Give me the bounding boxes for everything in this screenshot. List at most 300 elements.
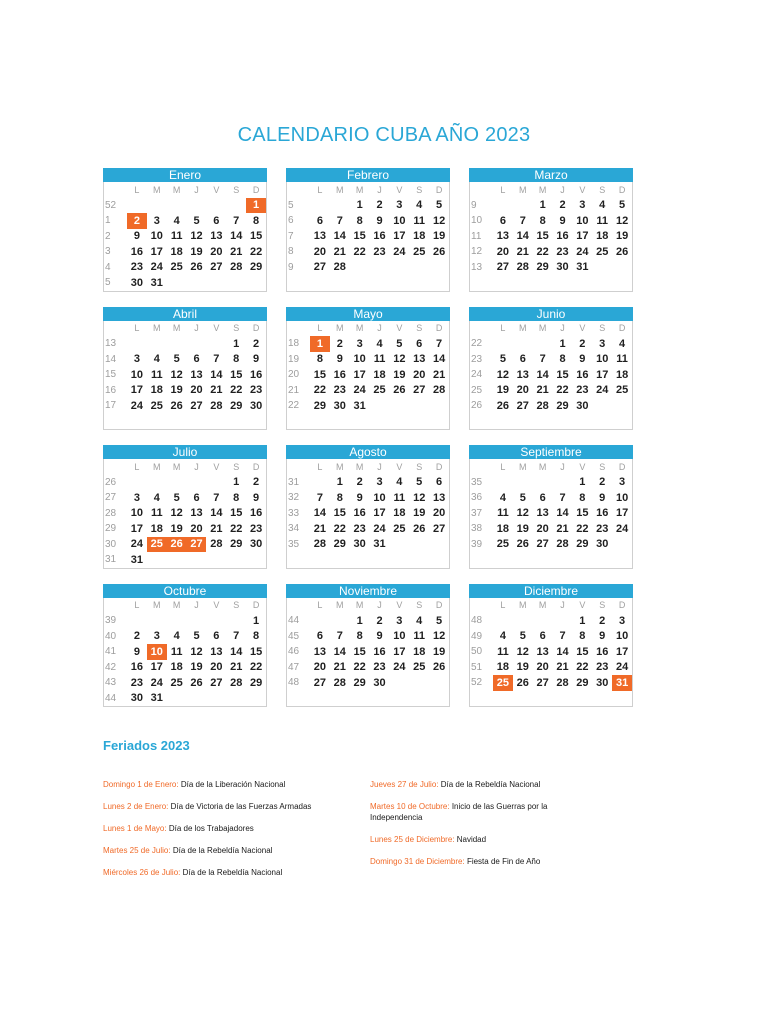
day-cell [246,275,266,291]
day-cell: 24 [393,245,406,258]
day-cell: 14 [210,368,223,381]
week-row [104,229,266,245]
day-cell: 17 [130,384,144,397]
day-cell: 24 [130,399,144,412]
week-number: 49 [471,630,483,642]
weekday-header: J [560,323,565,334]
day-cell: 1 [356,614,363,627]
week-row [470,506,632,522]
day-cell: 15 [556,368,569,381]
week-number: 23 [471,353,483,365]
day-cell: 24 [615,522,629,535]
day-cell [513,691,533,707]
holiday-date: Miércoles 26 de Julio: [103,868,181,877]
day-cell [553,414,573,430]
day-cell [246,552,266,568]
day-cell: 11 [373,353,386,366]
day-cell: 21 [536,384,549,397]
day-cell [612,691,632,707]
day-cell: 19 [190,661,203,674]
day-cell: 14 [210,507,223,520]
day-cell: 17 [393,645,406,658]
day-cell: 23 [353,522,366,535]
week-number: 12 [471,246,483,258]
day-cell: 8 [356,630,363,643]
day-cell [310,275,330,291]
day-cell: 19 [615,230,629,243]
day-cell [147,613,167,629]
weekday-header: L [317,323,323,334]
day-cell: 29 [249,676,263,689]
week-number: 24 [471,369,483,381]
day-cell [127,475,147,491]
day-cell: 22 [353,245,366,258]
week-row [287,552,449,568]
day-cell: 6 [539,630,546,643]
week-row [287,629,449,645]
day-cell: 19 [432,230,446,243]
day-cell [553,691,573,707]
weekday-header: S [233,184,240,195]
weekday-header: M [519,323,527,334]
holiday-description: Día de los Trabajadores [166,824,254,833]
day-cell [592,398,612,414]
week-row [470,398,632,414]
weekday-header: S [416,323,423,334]
day-cell: 9 [253,353,260,366]
day-cell: 2 [133,630,140,643]
week-row [104,506,266,522]
day-cell: 17 [150,661,163,674]
week-number: 27 [105,492,117,504]
day-cell: 13 [210,230,223,243]
day-cell: 6 [416,337,423,350]
day-cell [206,198,226,214]
day-cell: 22 [333,522,346,535]
weekday-header: M [538,184,547,195]
day-cell: 1 [559,337,566,350]
day-cell: 30 [596,538,609,551]
weekday-header: D [435,184,443,195]
day-cell: 15 [249,645,263,658]
day-cell: 23 [249,384,263,397]
week-number: 41 [105,646,117,658]
day-cell [612,260,632,276]
day-cell: 4 [173,214,180,227]
day-cell: 28 [432,384,446,397]
week-number: 46 [288,646,300,658]
weekday-header: J [377,184,382,195]
day-cell: 17 [596,368,609,381]
weekday-header: V [213,600,220,611]
day-cell: 7 [316,491,323,504]
day-cell: 28 [516,261,529,274]
holiday-day-cell: 31 [612,675,632,691]
month-days [286,182,450,292]
weekday-header: M [172,461,181,472]
week-number [287,552,310,568]
weekday-header: J [194,184,199,195]
day-cell: 11 [596,214,609,227]
day-cell: 19 [432,645,446,658]
day-cell [187,475,207,491]
day-cell: 2 [579,337,586,350]
month-febrero [286,168,450,292]
holiday-day-cell: 1 [246,198,266,214]
day-cell: 21 [210,522,223,535]
day-cell [389,414,409,430]
week-number: 52 [105,199,117,211]
week-number: 9 [288,261,294,273]
day-cell: 13 [536,507,549,520]
day-cell: 26 [432,245,446,258]
day-cell [572,552,592,568]
day-cell: 6 [213,214,220,227]
day-cell [513,414,533,430]
day-cell: 13 [190,507,203,520]
day-cell [310,691,330,707]
day-cell: 15 [230,507,243,520]
day-cell: 16 [249,368,263,381]
day-cell: 10 [393,214,406,227]
day-cell [206,552,226,568]
holiday-item [370,779,580,790]
day-cell [612,398,632,414]
day-cell: 26 [516,676,529,689]
week-row [470,275,632,291]
day-cell [533,691,553,707]
week-number: 20 [288,369,300,381]
weekday-header: M [538,323,547,334]
day-cell: 3 [153,630,160,643]
day-cell [572,691,592,707]
day-cell: 3 [133,491,140,504]
day-cell [409,552,429,568]
day-cell: 23 [373,661,386,674]
week-number: 16 [105,384,117,396]
week-row [470,198,632,214]
day-cell [429,552,449,568]
weekday-header: M [519,600,527,611]
day-cell: 3 [619,476,626,489]
day-cell: 29 [576,676,589,689]
day-cell: 28 [210,538,223,551]
month-days [469,459,633,569]
day-cell: 17 [353,368,366,381]
day-cell: 10 [130,368,144,381]
day-cell: 29 [536,261,549,274]
day-cell: 7 [213,491,220,504]
day-cell: 14 [313,507,327,520]
day-cell: 21 [230,661,243,674]
day-cell: 7 [519,214,526,227]
day-cell: 16 [130,245,144,258]
day-cell [533,336,553,352]
page-title: CALENDARIO CUBA AÑO 2023 [237,124,531,146]
day-cell: 1 [233,337,240,350]
day-cell: 15 [353,230,366,243]
day-cell: 30 [130,276,144,289]
week-number: 44 [105,692,117,704]
day-cell: 17 [615,507,629,520]
day-cell: 1 [356,199,363,212]
day-cell [429,414,449,430]
day-cell [370,260,390,276]
weekday-header: M [172,600,181,611]
month-octubre [103,584,267,708]
day-cell: 6 [499,214,506,227]
week-number: 25 [471,384,483,396]
week-row [104,414,266,430]
week-row [470,675,632,691]
day-cell: 15 [313,368,327,381]
week-number: 48 [288,677,300,689]
day-cell: 27 [536,538,549,551]
day-cell: 14 [230,230,243,243]
day-cell: 13 [516,368,529,381]
day-cell [310,613,330,629]
week-number [104,414,127,430]
month-name: Agosto [286,445,450,459]
day-cell [612,275,632,291]
day-cell [592,552,612,568]
day-cell: 11 [497,645,509,658]
weekday-header: V [396,323,403,334]
day-cell: 8 [253,630,260,643]
day-cell: 4 [416,614,423,627]
weekday-header: L [500,600,506,611]
day-cell [206,414,226,430]
day-cell: 5 [436,199,443,212]
day-cell: 15 [576,645,589,658]
week-number: 22 [288,400,300,412]
day-cell: 9 [133,230,140,243]
day-cell [592,260,612,276]
week-number: 21 [288,384,300,396]
weekday-header: J [560,461,565,472]
day-cell: 10 [615,491,629,504]
holiday-day-cell: 25 [147,537,167,553]
day-cell: 28 [556,676,569,689]
day-cell [513,275,533,291]
day-cell [612,552,632,568]
day-cell: 20 [210,661,223,674]
week-number: 13 [105,338,117,350]
week-number-header [470,459,493,475]
day-cell: 7 [436,337,443,350]
weekday-header-row [470,459,632,475]
day-cell: 30 [249,399,263,412]
weekday-header: M [519,184,527,195]
day-cell: 29 [353,676,366,689]
day-cell [147,552,167,568]
month-days [103,182,267,292]
day-cell: 26 [516,538,529,551]
week-row [104,260,266,276]
day-cell [572,414,592,430]
day-cell: 7 [336,630,343,643]
weekday-header: S [599,184,606,195]
day-cell: 2 [253,337,260,350]
day-cell: 24 [393,661,406,674]
day-cell: 7 [539,353,546,366]
day-cell [592,691,612,707]
day-cell [147,475,167,491]
week-number: 28 [105,507,117,519]
month-enero [103,168,267,292]
weekday-header: S [416,461,423,472]
day-cell: 9 [599,491,606,504]
holiday-date: Lunes 25 de Diciembre: [370,835,455,844]
week-number-header [470,182,493,198]
holiday-date: Lunes 2 de Enero: [103,802,169,811]
day-cell: 8 [233,353,240,366]
weekday-header: S [599,600,606,611]
week-number: 40 [105,630,117,642]
day-cell: 20 [516,384,529,397]
weekday-header: L [500,323,506,334]
day-cell [553,552,573,568]
month-days [103,598,267,708]
month-name: Julio [103,445,267,459]
day-cell: 19 [516,661,529,674]
day-cell: 27 [190,399,203,412]
day-cell: 6 [193,491,200,504]
day-cell: 20 [413,368,426,381]
day-cell: 9 [133,645,140,658]
month-agosto [286,445,450,569]
day-cell: 8 [316,353,323,366]
day-cell [409,275,429,291]
day-cell: 4 [416,199,423,212]
day-cell: 13 [190,368,203,381]
day-cell [187,552,207,568]
day-cell: 25 [413,661,426,674]
day-cell: 8 [336,491,343,504]
day-cell: 24 [150,676,163,689]
day-cell: 12 [432,214,446,227]
day-cell: 7 [559,491,566,504]
week-row [104,383,266,399]
day-cell: 31 [130,553,144,566]
day-cell [127,414,147,430]
week-row [470,629,632,645]
week-row [287,244,449,260]
day-cell [513,613,533,629]
day-cell: 28 [313,538,327,551]
day-cell: 28 [333,261,346,274]
month-days [103,459,267,569]
week-number: 51 [471,661,483,673]
weekday-header: J [377,323,382,334]
week-row [470,537,632,553]
weekday-header-row [287,598,449,614]
day-cell: 1 [539,199,546,212]
week-number [470,552,493,568]
day-cell: 20 [536,661,549,674]
weekday-header: J [377,461,382,472]
week-row [287,414,449,430]
week-row [104,691,266,707]
day-cell: 19 [170,384,183,397]
day-cell: 22 [353,661,366,674]
day-cell: 5 [193,630,200,643]
weekday-header: M [355,600,364,611]
day-cell [612,537,632,553]
weekday-header: V [213,461,220,472]
week-number: 15 [105,369,117,381]
weekday-header: J [560,600,565,611]
holiday-description: Navidad [454,835,487,844]
week-row [104,213,266,229]
month-days [469,321,633,431]
day-cell: 4 [153,491,160,504]
week-number-header [287,459,310,475]
week-row [104,352,266,368]
day-cell: 3 [579,199,586,212]
day-cell: 8 [253,214,260,227]
day-cell [493,336,513,352]
week-number: 35 [288,538,300,550]
weekday-header: M [519,461,527,472]
day-cell: 3 [356,337,363,350]
day-cell [389,537,409,553]
week-number: 22 [471,338,483,350]
day-cell: 12 [393,353,406,366]
weekday-header: S [599,461,606,472]
month-junio [469,307,633,431]
week-number: 33 [288,507,300,519]
weekday-header: S [599,323,606,334]
week-row [287,613,449,629]
holiday-description: Fiesta de Fin de Año [464,857,541,866]
day-cell: 25 [373,384,386,397]
day-cell: 28 [230,676,243,689]
day-cell: 26 [432,661,446,674]
day-cell: 2 [253,476,260,489]
day-cell [226,552,246,568]
day-cell: 8 [579,491,586,504]
day-cell [330,198,350,214]
month-name: Diciembre [469,584,633,598]
day-cell: 14 [333,645,346,658]
day-cell: 31 [373,538,386,551]
week-row [470,475,632,491]
holiday-item [103,823,313,834]
day-cell: 22 [576,522,589,535]
week-number: 37 [471,507,483,519]
weekday-header: D [435,323,443,334]
day-cell: 25 [596,245,609,258]
day-cell: 4 [376,337,383,350]
week-row [104,398,266,414]
day-cell: 20 [190,384,203,397]
week-row [470,521,632,537]
day-cell [533,475,553,491]
day-cell: 24 [130,538,144,551]
day-cell: 8 [579,630,586,643]
week-number: 2 [105,230,111,242]
weekday-header: D [435,600,443,611]
day-cell: 10 [373,491,386,504]
day-cell [330,552,350,568]
day-cell: 24 [150,261,163,274]
day-cell: 25 [615,384,629,397]
weekday-header: L [134,323,140,334]
day-cell [370,414,390,430]
day-cell: 21 [230,245,243,258]
weekday-header-row [287,182,449,198]
